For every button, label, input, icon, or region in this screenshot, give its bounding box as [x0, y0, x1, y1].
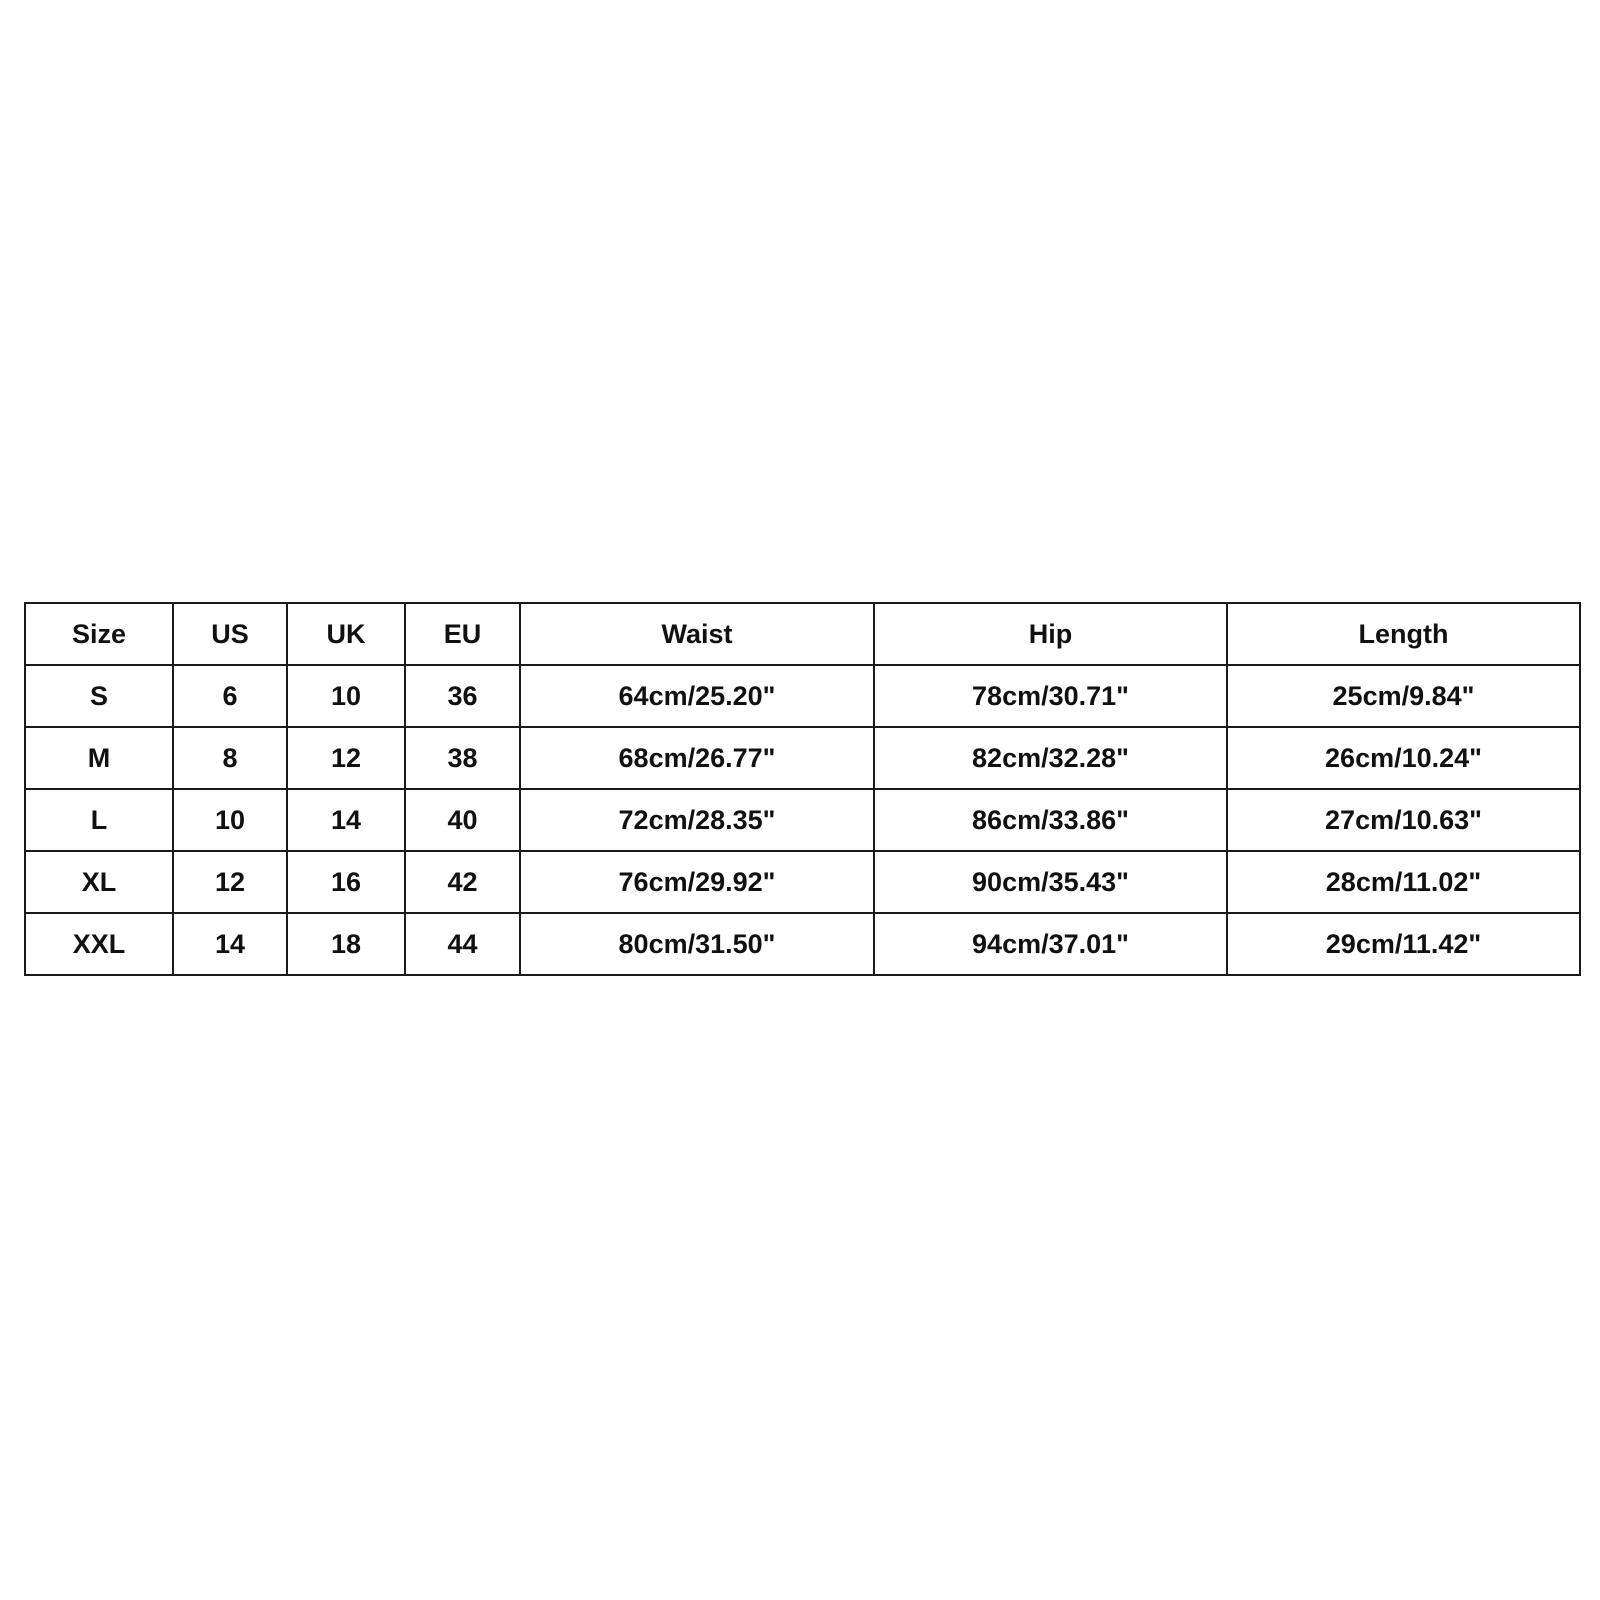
header-eu: EU: [405, 603, 520, 665]
cell-waist: 72cm/28.35": [520, 789, 874, 851]
cell-hip: 82cm/32.28": [874, 727, 1227, 789]
cell-hip: 90cm/35.43": [874, 851, 1227, 913]
cell-us: 10: [173, 789, 287, 851]
table-row: [25, 727, 1580, 789]
cell-waist: 76cm/29.92": [520, 851, 874, 913]
cell-waist: 80cm/31.50": [520, 913, 874, 975]
cell-length: 25cm/9.84": [1227, 665, 1580, 727]
header-size: Size: [25, 603, 173, 665]
cell-size: L: [25, 789, 173, 851]
cell-us: 12: [173, 851, 287, 913]
cell-length: 27cm/10.63": [1227, 789, 1580, 851]
table-row: [25, 913, 1580, 975]
cell-uk: 14: [287, 789, 405, 851]
table-row: [25, 789, 1580, 851]
cell-eu: 38: [405, 727, 520, 789]
cell-uk: 12: [287, 727, 405, 789]
cell-waist: 68cm/26.77": [520, 727, 874, 789]
header-waist: Waist: [520, 603, 874, 665]
header-uk: UK: [287, 603, 405, 665]
header-row: [25, 603, 1580, 665]
cell-us: 6: [173, 665, 287, 727]
cell-eu: 44: [405, 913, 520, 975]
cell-us: 8: [173, 727, 287, 789]
cell-length: 28cm/11.02": [1227, 851, 1580, 913]
cell-uk: 10: [287, 665, 405, 727]
cell-size: M: [25, 727, 173, 789]
cell-eu: 40: [405, 789, 520, 851]
cell-length: 26cm/10.24": [1227, 727, 1580, 789]
table-row: [25, 851, 1580, 913]
header-hip: Hip: [874, 603, 1227, 665]
cell-length: 29cm/11.42": [1227, 913, 1580, 975]
cell-waist: 64cm/25.20": [520, 665, 874, 727]
table-row: [25, 665, 1580, 727]
cell-hip: 78cm/30.71": [874, 665, 1227, 727]
cell-uk: 16: [287, 851, 405, 913]
cell-size: S: [25, 665, 173, 727]
cell-eu: 42: [405, 851, 520, 913]
cell-hip: 86cm/33.86": [874, 789, 1227, 851]
cell-us: 14: [173, 913, 287, 975]
size-chart-table: [24, 602, 1581, 976]
cell-hip: 94cm/37.01": [874, 913, 1227, 975]
cell-uk: 18: [287, 913, 405, 975]
cell-size: XXL: [25, 913, 173, 975]
header-us: US: [173, 603, 287, 665]
cell-eu: 36: [405, 665, 520, 727]
header-length: Length: [1227, 603, 1580, 665]
cell-size: XL: [25, 851, 173, 913]
